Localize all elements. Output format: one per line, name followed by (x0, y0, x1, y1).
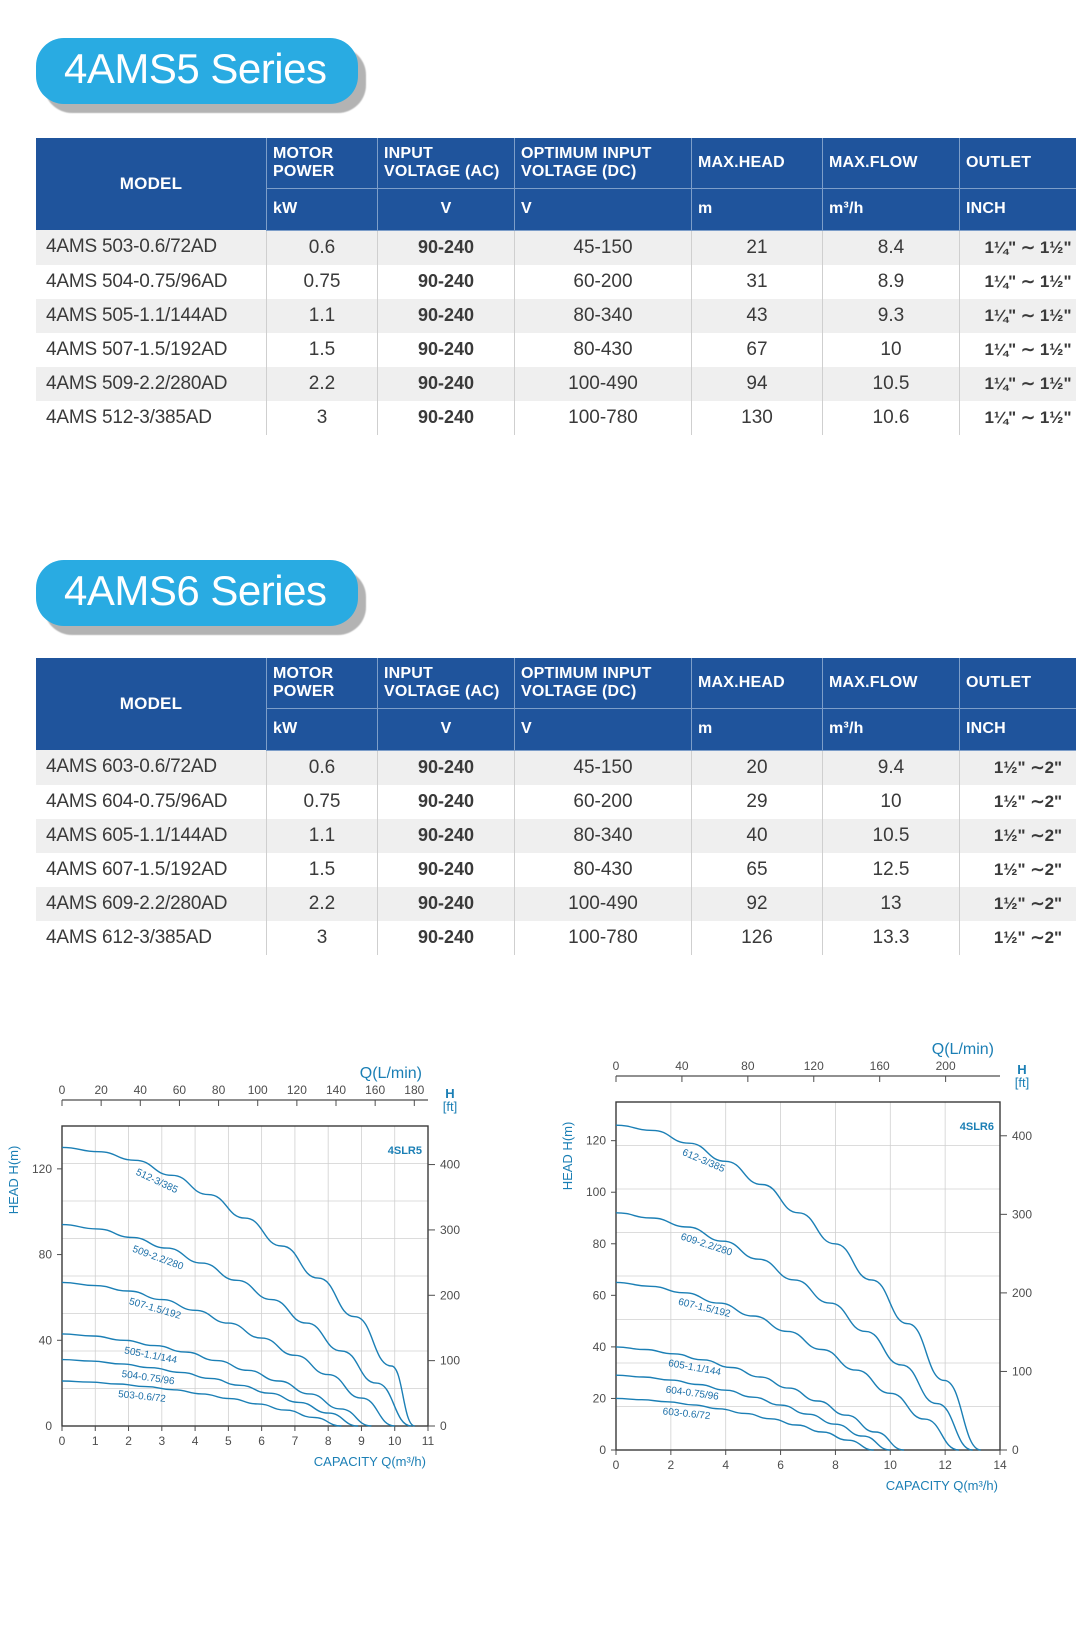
cell-vdc: 100-490 (515, 367, 692, 401)
th-unit-kw: kW (267, 188, 378, 230)
cell-kw: 0.75 (267, 265, 378, 299)
table-row (36, 819, 1076, 853)
right-tick-label: 100 (440, 1353, 461, 1368)
cell-kw: 0.6 (267, 230, 378, 265)
cell-head: 31 (692, 265, 823, 299)
cell-kw: 1.1 (267, 819, 378, 853)
table-row (36, 853, 1076, 887)
y-tick-label: 20 (592, 1391, 606, 1406)
th-max-head: MAX.HEAD (692, 138, 823, 188)
table-row (36, 230, 1076, 265)
table-row (36, 333, 1076, 367)
curve-504-0.75/96 (62, 1360, 358, 1426)
cell-vac: 90-240 (378, 230, 515, 265)
top-tick-label: 60 (172, 1083, 187, 1097)
cell-vac: 90-240 (378, 921, 515, 955)
cell-vdc: 45-150 (515, 230, 692, 265)
cell-head: 43 (692, 299, 823, 333)
x-tick-label: 1 (91, 1434, 99, 1448)
th-unit-m3h: m³/h (823, 188, 960, 230)
right-tick-label: 0 (440, 1419, 447, 1433)
cell-model: 4AMS 507-1.5/192AD (36, 333, 267, 367)
series-5-heading (36, 38, 358, 104)
th-unit-kw: kW (267, 708, 378, 750)
x-tick-label: 0 (58, 1434, 66, 1448)
right-tick-label: 300 (440, 1222, 461, 1237)
x-tick-label: 0 (612, 1458, 620, 1472)
cell-vac: 90-240 (378, 367, 515, 401)
cell-model: 4AMS 504-0.75/96AD (36, 265, 267, 299)
y-tick-label: 120 (585, 1133, 606, 1148)
th-unit-inch: INCH (960, 188, 1076, 230)
cell-vac: 90-240 (378, 853, 515, 887)
th-unit-v-dc: V (515, 708, 692, 750)
curve-label-505-1.1/144: 505-1.1/144 (123, 1345, 178, 1367)
right-axis-title-h: H (1017, 1062, 1027, 1077)
right-tick-label: 100 (1012, 1364, 1033, 1379)
curve-604-0.75/96 (616, 1375, 890, 1450)
x-tick-label: 3 (158, 1434, 166, 1448)
table-body (36, 750, 1076, 955)
table-row (36, 921, 1076, 955)
cell-kw: 2.2 (267, 367, 378, 401)
th-unit-inch: INCH (960, 708, 1076, 750)
chart-svg-4slr6 (540, 1040, 1076, 1530)
cell-model: 4AMS 609-2.2/280AD (36, 887, 267, 921)
top-tick-label: 20 (94, 1083, 108, 1097)
curve-label-507-1.5/192: 507-1.5/192 (127, 1296, 183, 1322)
th-unit-v-ac: V (378, 708, 515, 750)
cell-vac: 90-240 (378, 785, 515, 819)
x-tick-label: 4 (191, 1434, 199, 1448)
x-tick-label: 8 (832, 1458, 839, 1472)
table-row (36, 750, 1076, 785)
curve-label-504-0.75/96: 504-0.75/96 (120, 1368, 176, 1388)
cell-vdc: 80-340 (515, 819, 692, 853)
series-6-badge (36, 560, 358, 626)
x-tick-label: 11 (421, 1434, 435, 1448)
curve-label-607-1.5/192: 607-1.5/192 (677, 1296, 732, 1321)
y-tick-label: 80 (38, 1247, 52, 1262)
cell-outlet: 1¼" ∼ 1½" (960, 265, 1076, 299)
cell-vac: 90-240 (378, 401, 515, 435)
cell-model: 4AMS 604-0.75/96AD (36, 785, 267, 819)
cell-outlet: 1¼" ∼ 1½" (960, 367, 1076, 401)
x-tick-label: 9 (358, 1434, 365, 1448)
top-axis-title: Q(L/min) (359, 1065, 422, 1082)
right-tick-label: 400 (1012, 1128, 1033, 1143)
y-tick-label: 100 (585, 1185, 606, 1200)
header-row-top (36, 138, 1076, 188)
cell-kw: 1.5 (267, 853, 378, 887)
cell-head: 130 (692, 401, 823, 435)
x-tick-label: 2 (667, 1458, 675, 1472)
th-unit-m: m (692, 188, 823, 230)
table-head (36, 138, 1076, 230)
table-row (36, 887, 1076, 921)
cell-kw: 1.5 (267, 333, 378, 367)
y-tick-label: 40 (38, 1333, 52, 1348)
th-outlet: OUTLET (960, 658, 1076, 708)
cell-flow: 12.5 (823, 853, 960, 887)
cell-outlet: 1½" ∼2" (960, 785, 1076, 819)
cell-flow: 8.9 (823, 265, 960, 299)
cell-outlet: 1½" ∼2" (960, 887, 1076, 921)
cell-model: 4AMS 503-0.6/72AD (36, 230, 267, 265)
cell-outlet: 1½" ∼2" (960, 819, 1076, 853)
th-unit-m: m (692, 708, 823, 750)
table-row (36, 367, 1076, 401)
y-tick-label: 80 (592, 1236, 606, 1251)
th-unit-m3h: m³/h (823, 708, 960, 750)
series-5-badge (36, 38, 358, 104)
table-head (36, 658, 1076, 750)
cell-flow: 9.3 (823, 299, 960, 333)
cell-vdc: 45-150 (515, 750, 692, 785)
cell-kw: 3 (267, 921, 378, 955)
cell-flow: 10.6 (823, 401, 960, 435)
x-tick-label: 5 (225, 1434, 232, 1448)
cell-head: 67 (692, 333, 823, 367)
top-tick-label: 100 (247, 1083, 268, 1097)
cell-vac: 90-240 (378, 750, 515, 785)
right-axis-title-ft: [ft] (1014, 1075, 1030, 1090)
x-tick-label: 8 (324, 1434, 332, 1448)
y-tick-label: 0 (599, 1443, 606, 1457)
th-motor-power: MOTOR POWER (267, 138, 378, 188)
cell-kw: 0.6 (267, 750, 378, 785)
performance-chart-4slr5 (0, 1040, 500, 1470)
th-model: MODEL (36, 138, 267, 230)
curve-label-603-0.6/72: 603-0.6/72 (662, 1406, 711, 1423)
th-max-head: MAX.HEAD (692, 658, 823, 708)
right-axis-title-h: H (445, 1086, 455, 1101)
cell-model: 4AMS 605-1.1/144AD (36, 819, 267, 853)
th-unit-v-dc: V (515, 188, 692, 230)
cell-head: 126 (692, 921, 823, 955)
cell-flow: 13.3 (823, 921, 960, 955)
series-5-title: 4AMS5 Series (36, 38, 358, 104)
header-row-top (36, 658, 1076, 708)
x-tick-label: 4 (722, 1458, 730, 1472)
cell-model: 4AMS 505-1.1/144AD (36, 299, 267, 333)
x-axis-title: CAPACITY Q(m³/h) (313, 1454, 426, 1469)
cell-flow: 13 (823, 887, 960, 921)
table-body (36, 230, 1076, 435)
cell-flow: 8.4 (823, 230, 960, 265)
spec-table-4ams6 (36, 658, 1076, 955)
right-tick-label: 0 (1012, 1443, 1019, 1457)
y-tick-label: 60 (592, 1288, 606, 1303)
cell-outlet: 1½" ∼2" (960, 750, 1076, 785)
x-tick-label: 10 (883, 1458, 897, 1472)
cell-head: 94 (692, 367, 823, 401)
curve-label-509-2.2/280: 509-2.2/280 (130, 1243, 185, 1273)
top-tick-label: 140 (325, 1083, 347, 1097)
series-6-heading (36, 560, 358, 626)
cell-vdc: 100-780 (515, 921, 692, 955)
series-6-title: 4AMS6 Series (36, 560, 358, 626)
x-tick-label: 12 (938, 1458, 952, 1472)
curve-label-605-1.1/144: 605-1.1/144 (667, 1358, 722, 1379)
table-row (36, 265, 1076, 299)
y-tick-label: 0 (45, 1419, 52, 1433)
performance-chart-4slr6 (540, 1040, 1076, 1530)
spec-table-4ams5 (36, 138, 1076, 435)
right-tick-label: 300 (1012, 1207, 1033, 1222)
right-axis-title-ft: [ft] (442, 1099, 458, 1114)
th-optimum-input-voltage-dc: OPTIMUM INPUT VOLTAGE (DC) (515, 658, 692, 708)
cell-outlet: 1½" ∼2" (960, 921, 1076, 955)
cell-vac: 90-240 (378, 333, 515, 367)
cell-kw: 0.75 (267, 785, 378, 819)
top-tick-label: 180 (404, 1083, 425, 1097)
y-axis-title: HEAD H(m) (6, 1145, 21, 1215)
table-row (36, 299, 1076, 333)
top-axis-title: Q(L/min) (931, 1041, 994, 1058)
curve-label-612-3/385: 612-3/385 (680, 1147, 727, 1176)
chart-legend-label: 4SLR5 (387, 1145, 422, 1157)
cell-flow: 10.5 (823, 367, 960, 401)
cell-vdc: 60-200 (515, 785, 692, 819)
right-tick-label: 400 (440, 1157, 461, 1172)
top-tick-label: 160 (365, 1083, 386, 1097)
right-tick-label: 200 (1012, 1285, 1033, 1300)
curve-label-609-2.2/280: 609-2.2/280 (679, 1231, 734, 1259)
curve-label-503-0.6/72: 503-0.6/72 (117, 1389, 167, 1405)
cell-head: 29 (692, 785, 823, 819)
top-tick-label: 40 (133, 1083, 147, 1097)
cell-vac: 90-240 (378, 299, 515, 333)
top-tick-label: 40 (675, 1059, 689, 1073)
top-tick-label: 80 (211, 1083, 226, 1097)
cell-head: 20 (692, 750, 823, 785)
cell-model: 4AMS 512-3/385AD (36, 401, 267, 435)
y-axis-title: HEAD H(m) (560, 1121, 575, 1191)
cell-model: 4AMS 607-1.5/192AD (36, 853, 267, 887)
cell-vdc: 100-780 (515, 401, 692, 435)
cell-outlet: 1½" ∼2" (960, 853, 1076, 887)
top-tick-label: 0 (612, 1059, 620, 1073)
cell-vdc: 80-340 (515, 299, 692, 333)
th-motor-power: MOTOR POWER (267, 658, 378, 708)
cell-vdc: 80-430 (515, 333, 692, 367)
cell-kw: 2.2 (267, 887, 378, 921)
cell-outlet: 1¼" ∼ 1½" (960, 230, 1076, 265)
x-tick-label: 14 (993, 1458, 1007, 1472)
top-tick-label: 200 (935, 1059, 956, 1073)
th-input-voltage-ac: INPUT VOLTAGE (AC) (378, 658, 515, 708)
cell-flow: 9.4 (823, 750, 960, 785)
th-unit-v-ac: V (378, 188, 515, 230)
top-tick-label: 120 (803, 1059, 824, 1073)
cell-vac: 90-240 (378, 265, 515, 299)
cell-vdc: 80-430 (515, 853, 692, 887)
cell-model: 4AMS 509-2.2/280AD (36, 367, 267, 401)
th-model: MODEL (36, 658, 267, 750)
x-tick-label: 10 (388, 1434, 402, 1448)
cell-vdc: 60-200 (515, 265, 692, 299)
cell-head: 21 (692, 230, 823, 265)
cell-flow: 10 (823, 333, 960, 367)
x-tick-label: 6 (777, 1458, 784, 1472)
cell-head: 40 (692, 819, 823, 853)
cell-flow: 10.5 (823, 819, 960, 853)
x-tick-label: 6 (258, 1434, 265, 1448)
curve-label-512-3/385: 512-3/385 (133, 1167, 180, 1197)
table-row (36, 785, 1076, 819)
th-max-flow: MAX.FLOW (823, 658, 960, 708)
top-tick-label: 120 (286, 1083, 307, 1097)
x-tick-label: 2 (125, 1434, 132, 1448)
table-row (36, 401, 1076, 435)
x-axis-title: CAPACITY Q(m³/h) (885, 1478, 998, 1493)
y-tick-label: 120 (31, 1161, 52, 1176)
right-tick-label: 200 (440, 1288, 461, 1303)
cell-vac: 90-240 (378, 819, 515, 853)
cell-model: 4AMS 612-3/385AD (36, 921, 267, 955)
chart-svg-4slr5 (0, 1040, 500, 1470)
cell-outlet: 1¼" ∼ 1½" (960, 401, 1076, 435)
cell-vdc: 100-490 (515, 887, 692, 921)
top-tick-label: 80 (741, 1059, 755, 1073)
curve-label-604-0.75/96: 604-0.75/96 (664, 1384, 720, 1403)
top-tick-label: 160 (869, 1059, 890, 1073)
cell-flow: 10 (823, 785, 960, 819)
th-max-flow: MAX.FLOW (823, 138, 960, 188)
cell-head: 65 (692, 853, 823, 887)
x-tick-label: 7 (291, 1434, 299, 1448)
th-optimum-input-voltage-dc: OPTIMUM INPUT VOLTAGE (DC) (515, 138, 692, 188)
top-tick-label: 0 (58, 1083, 66, 1097)
cell-vac: 90-240 (378, 887, 515, 921)
cell-kw: 1.1 (267, 299, 378, 333)
y-tick-label: 40 (592, 1339, 606, 1354)
cell-model: 4AMS 603-0.6/72AD (36, 750, 267, 785)
cell-kw: 3 (267, 401, 378, 435)
th-input-voltage-ac: INPUT VOLTAGE (AC) (378, 138, 515, 188)
cell-outlet: 1¼" ∼ 1½" (960, 333, 1076, 367)
cell-outlet: 1¼" ∼ 1½" (960, 299, 1076, 333)
th-outlet: OUTLET (960, 138, 1076, 188)
cell-head: 92 (692, 887, 823, 921)
curve-503-0.6/72 (62, 1381, 342, 1426)
chart-legend-label: 4SLR6 (959, 1121, 994, 1133)
